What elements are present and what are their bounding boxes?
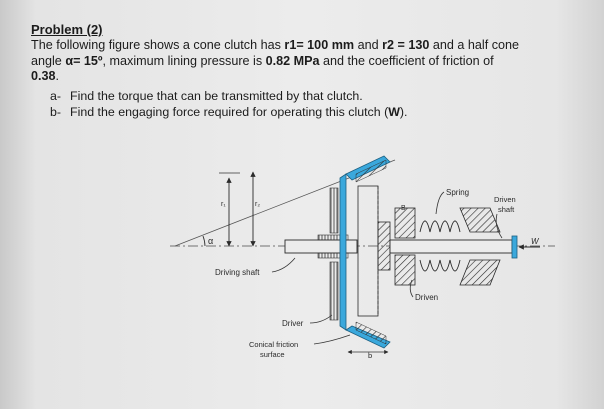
r2-value: r2 = 130	[382, 38, 430, 52]
question-text: Find the torque that can be transmitted by that clutch.	[70, 89, 363, 103]
collar-top	[395, 208, 415, 238]
question-letter: b-	[50, 105, 62, 119]
driven-block-top	[460, 208, 500, 232]
alpha-label: α	[208, 236, 214, 246]
r2-label: r₂	[255, 201, 261, 208]
w-label: W	[531, 237, 539, 246]
text-segment: angle	[31, 53, 66, 68]
driver-hatch-bottom	[330, 262, 338, 320]
r1-label: r₁	[221, 201, 226, 208]
alpha-arc	[203, 236, 205, 246]
driven-shaft-leader	[496, 214, 502, 238]
spring-label: Spring	[446, 188, 470, 197]
B-label: B	[401, 205, 406, 212]
b-label: b	[368, 351, 373, 360]
text-segment: The following figure shows a cone clutch has	[31, 38, 285, 52]
friction-leader	[314, 335, 350, 344]
driven-label: Driven	[415, 293, 439, 302]
driven-block-bottom	[460, 260, 500, 285]
driven-shaft	[390, 240, 512, 253]
problem-title: Problem (2)	[31, 22, 103, 37]
driven-cone-outline	[358, 186, 378, 316]
driving-shaft-leader	[272, 258, 295, 272]
r1-value: r1= 100 mm	[284, 38, 355, 52]
driven-shaft-label-1: Driven	[494, 195, 516, 204]
pressure-value: 0.82 MPa	[265, 53, 320, 68]
driver-label: Driver	[282, 319, 304, 328]
text-segment: and a half cone	[429, 38, 520, 52]
driver-leader	[310, 315, 332, 323]
spring-leader	[436, 192, 444, 214]
mu-value: 0.38	[31, 69, 56, 83]
text-segment: and	[354, 38, 383, 52]
text-segment: .	[55, 69, 60, 83]
driver-hatch-top	[330, 188, 338, 233]
question-letter: a-	[50, 89, 62, 103]
question-text: Find the engaging force required for operating this clutch (	[70, 105, 389, 119]
hub-hatch	[378, 222, 390, 270]
text-segment: , maximum lining pressure is	[102, 53, 266, 68]
driver-plate	[340, 174, 346, 330]
conical-friction-label-1: Conical friction	[249, 340, 299, 349]
text-segment: and the coefficient of friction of	[319, 53, 494, 68]
w-bold: W	[388, 105, 400, 119]
alpha-value: α= 15º	[65, 53, 103, 68]
driven-shaft-label-2: shaft	[498, 205, 515, 214]
conical-friction-label-2: surface	[260, 350, 285, 359]
thrust-pusher	[512, 236, 517, 258]
driving-shaft-label: Driving shaft	[215, 268, 260, 277]
question-tail: ).	[399, 105, 408, 119]
